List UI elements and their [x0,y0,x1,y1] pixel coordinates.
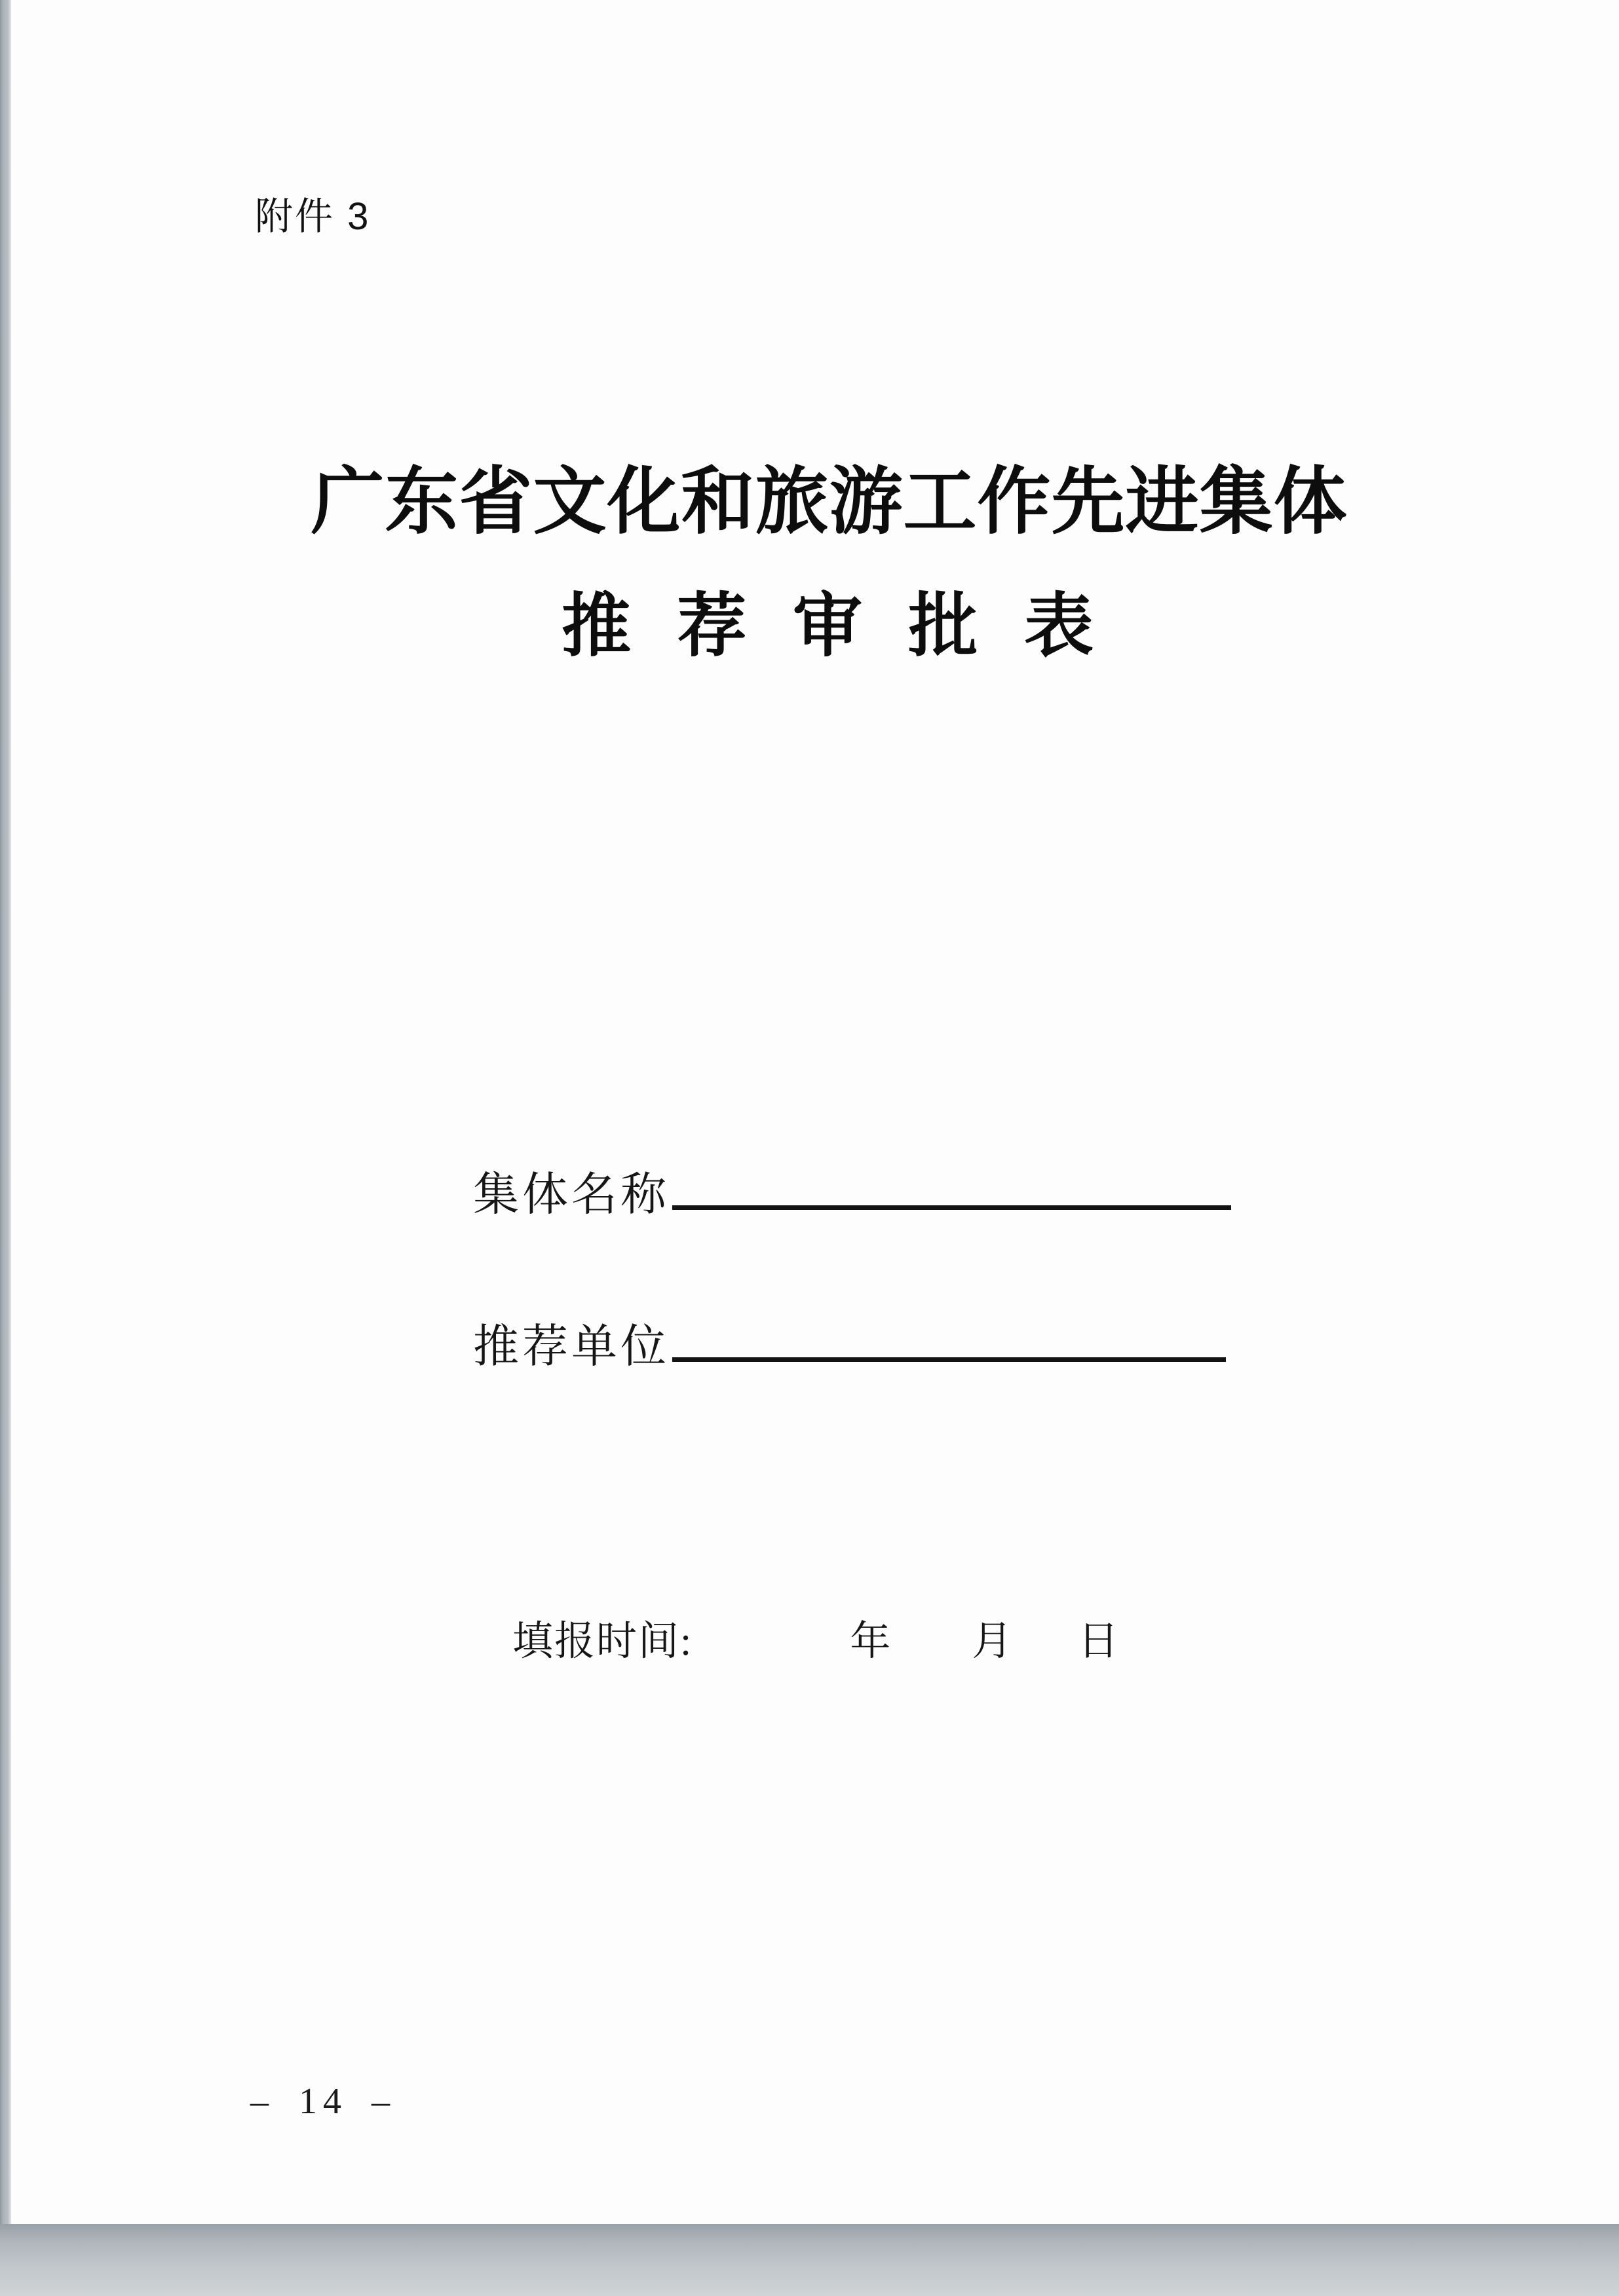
field-row-recommending-unit [473,1322,1226,1372]
date-line [512,1619,1120,1664]
collective-name-label: 集体名称 [473,1170,670,1220]
document-title-line2: 推 荐 审 批 表 [562,588,1097,665]
recommending-unit-fill-in-line [672,1349,1226,1362]
document-title-line1: 广东省文化和旅游工作先进集体 [311,462,1348,543]
attachment-label: 附件 3 [255,195,371,238]
field-row-collective-name [473,1170,1231,1220]
scan-shadow-bottom [0,2224,1619,2296]
day-label: 日 [1078,1619,1120,1664]
recommending-unit-label: 推荐单位 [473,1322,670,1372]
collective-name-fill-in-line [672,1197,1231,1210]
page-number: – 14 – [250,2081,396,2122]
date-line-label: 填报时间: [512,1619,693,1664]
year-label: 年 [850,1619,892,1664]
month-label: 月 [972,1619,1014,1664]
scan-edge-left [0,0,11,2296]
